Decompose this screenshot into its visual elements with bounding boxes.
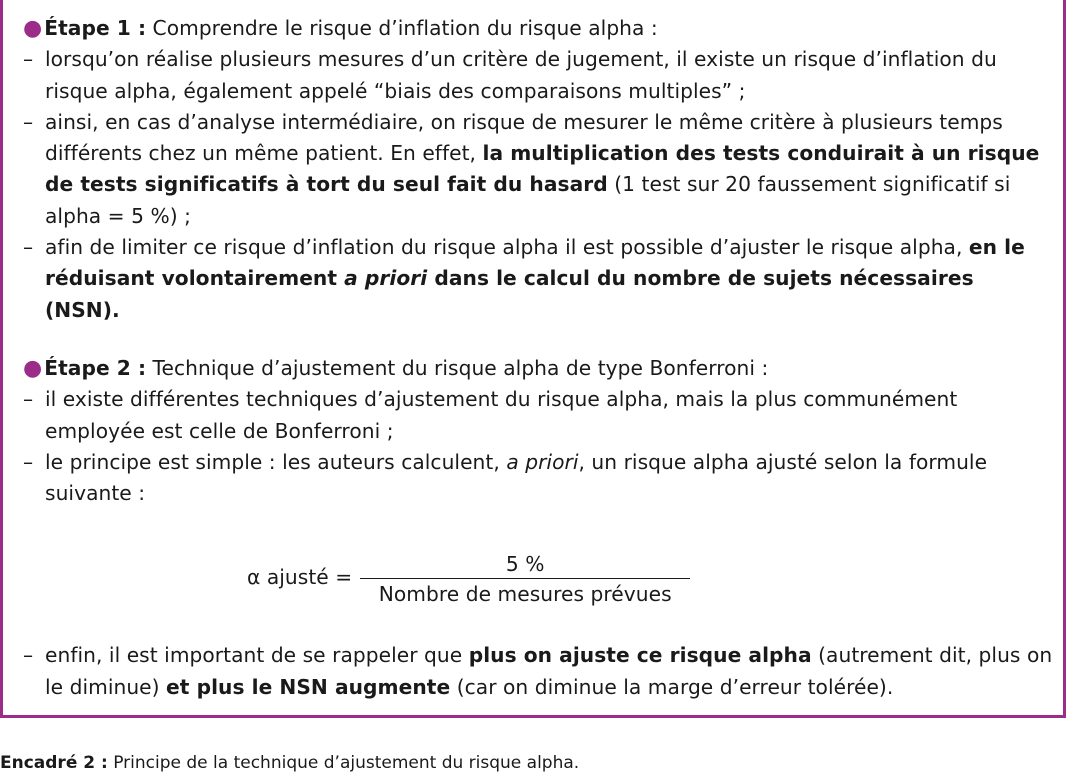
bonferroni-formula: [247, 548, 1053, 610]
formula-fraction: [360, 550, 690, 609]
item-text: il existe différentes techniques d’ajustement du risque alpha, mais la plus communément employée est celle de Bonferroni ;: [45, 387, 958, 443]
item-text: afin de limiter ce risque d’inflation du risque alpha il est possible d’ajuster le risque alpha,: [45, 235, 969, 260]
item-bold-text: dans le calcul du nombre de sujets nécessaires (NSN).: [45, 266, 974, 322]
item-italic-text: a priori: [506, 449, 579, 474]
bullet-icon: ●: [23, 16, 43, 41]
step2-label: Étape 2 :: [44, 355, 147, 380]
caption-text: Principe de la technique d’ajustement du risque alpha.: [107, 753, 580, 773]
item-bold-text: en le réduisant volontairement: [45, 235, 1025, 291]
item-text: lorsqu’on réalise plusieurs mesures d’un critère de jugement, il existe un risque d’inflation du risque alpha, également appelé “biais des comparaisons multiples” ;: [45, 47, 997, 103]
item-text: ainsi, en cas d’analyse intermédiaire, on risque de mesurer le même critère à plusieurs temps différents chez un même patient. En effet,: [45, 109, 1003, 166]
item-text: (autrement dit, plus on le diminue): [45, 643, 1053, 699]
item-bold-text: et plus le NSN augmente: [166, 674, 451, 699]
formula-denominator: Nombre de mesures prévues: [378, 581, 672, 606]
box-content: [23, 13, 1053, 703]
step1-title: [23, 13, 1053, 44]
item-text: enfin, il est important de se rappeler que: [45, 643, 469, 668]
dash-marker: –: [23, 109, 34, 134]
step1-title-text: Comprendre le risque d’inflation du risque alpha :: [146, 16, 658, 40]
item-text: le principe est simple : les auteurs calculent,: [45, 449, 507, 474]
item-text: (1 test sur 20 faussement significatif si alpha = 5 %) ;: [45, 172, 1011, 228]
step1-label: Étape 1 :: [44, 16, 147, 40]
dash-marker: –: [23, 387, 34, 412]
list-item: [23, 107, 1053, 232]
caption-label: Encadré 2 :: [0, 753, 108, 773]
list-item: [23, 232, 1053, 326]
dash-marker: –: [23, 235, 34, 260]
item-text: (car on diminue la marge d’erreur tolérée).: [450, 674, 894, 699]
dash-marker: –: [23, 643, 34, 668]
dash-marker: –: [23, 47, 34, 72]
item-text: , un risque alpha ajusté selon la formule suivante :: [45, 449, 988, 506]
step2-title-text: Technique d’ajustement du risque alpha de type Bonferroni :: [146, 355, 769, 380]
formula-lhs: α ajusté =: [247, 564, 353, 589]
figure-caption: [0, 752, 579, 774]
step2-title: [23, 353, 1053, 384]
list-item: [23, 447, 1053, 510]
list-item: [23, 640, 1053, 703]
item-bold-text: plus on ajuste ce risque alpha: [468, 643, 812, 668]
item-bold-text: la multiplication des tests conduirait à un risque de tests significatifs à tort du seul fait du hasard: [45, 141, 1040, 197]
formula-numerator: 5 %: [505, 551, 545, 576]
item-bold-italic-text: a priori: [344, 266, 428, 291]
bullet-icon: ●: [23, 355, 43, 381]
list-item: [23, 384, 1053, 447]
list-item: [23, 44, 1053, 107]
dash-marker: –: [23, 449, 34, 474]
